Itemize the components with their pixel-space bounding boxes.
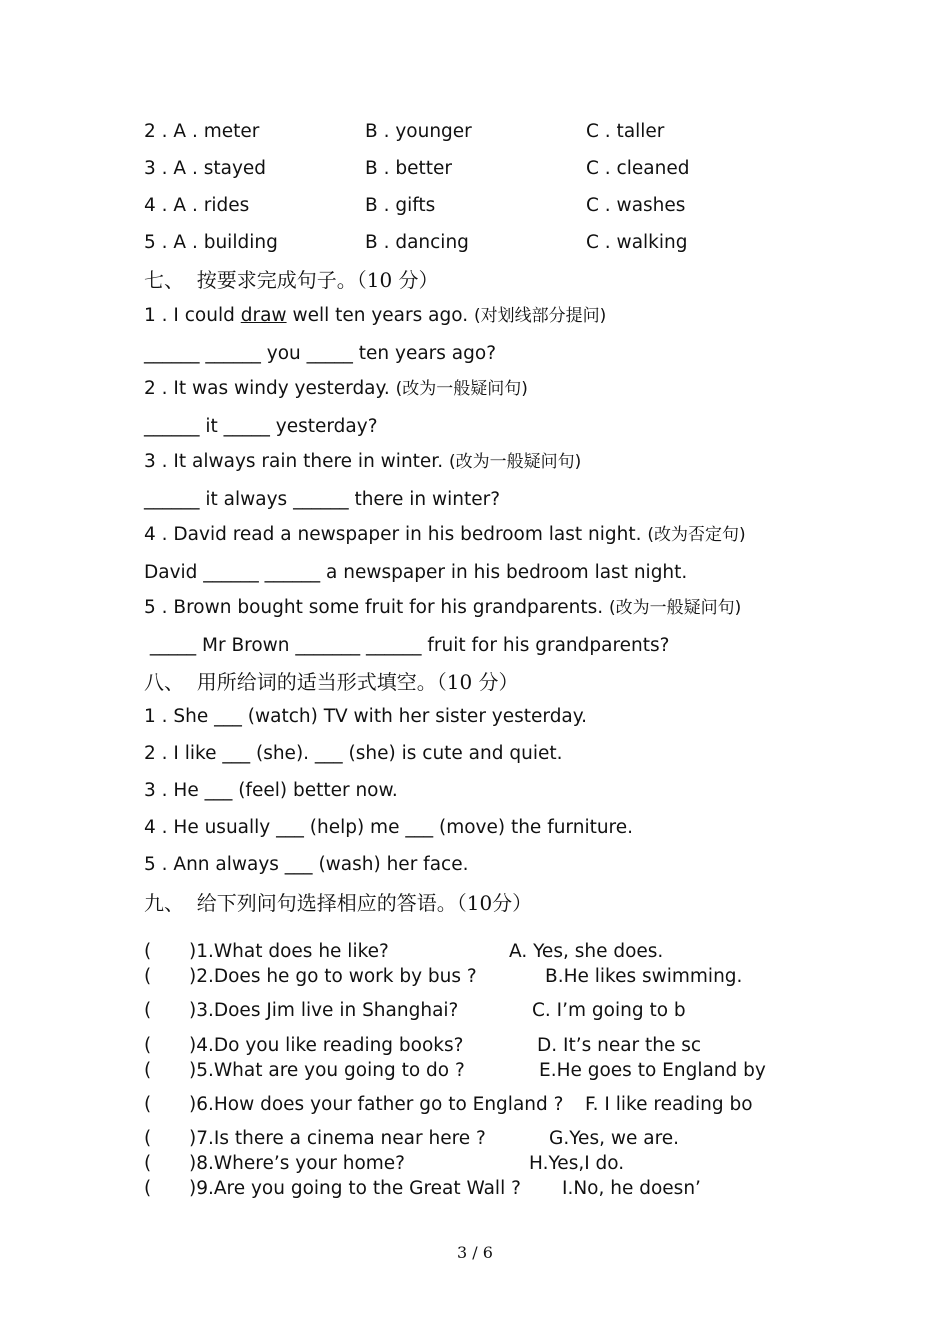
s9-question-9: )9.Are you going to the Great Wall ? xyxy=(189,1178,521,1199)
s9-answer-i: I.No, he doesn’ xyxy=(562,1178,701,1199)
answer-paren-4: ( xyxy=(144,1035,152,1056)
s7-question-4: 4 . David read a newspaper in his bedroom last night. (改为否定句) xyxy=(144,524,746,545)
s7-answer-3: ______ it always ______ there in winter? xyxy=(144,489,501,510)
choice-3a: 3 . A . stayed xyxy=(144,158,267,179)
choice-3b: B . better xyxy=(365,158,452,179)
choice-3c: C . cleaned xyxy=(586,158,690,179)
s7-question-3: 3 . It always rain there in winter. (改为一般疑问句) xyxy=(144,451,582,472)
underlined-word: draw xyxy=(240,305,287,326)
s9-answer-e: E.He goes to England by xyxy=(539,1060,766,1081)
s9-answer-d: D. It’s near the sc xyxy=(537,1035,702,1056)
answer-paren-1: ( xyxy=(144,941,152,962)
s9-question-1: )1.What does he like? xyxy=(189,941,389,962)
s8-item-3: 3 . He ___ (feel) better now. xyxy=(144,780,398,801)
s7-question-5: 5 . Brown bought some fruit for his grandparents. (改为一般疑问句) xyxy=(144,597,742,618)
choice-2b: B . younger xyxy=(365,121,472,142)
s9-question-2: )2.Does he go to work by bus ? xyxy=(189,966,477,987)
answer-paren-5: ( xyxy=(144,1060,152,1081)
s7-answer-5: _____ Mr Brown _______ ______ fruit for his grandparents? xyxy=(144,635,670,656)
choice-2a: 2 . A . meter xyxy=(144,121,260,142)
answer-paren-8: ( xyxy=(144,1153,152,1174)
answer-paren-2: ( xyxy=(144,966,152,987)
s9-question-3: )3.Does Jim live in Shanghai? xyxy=(189,1000,459,1021)
answer-paren-3: ( xyxy=(144,1000,152,1021)
s7-question-1: 1 . I could draw well ten years ago. (对划线部分提问) xyxy=(144,305,607,326)
s9-answer-h: H.Yes,I do. xyxy=(529,1153,625,1174)
s9-question-6: )6.How does your father go to England ? xyxy=(189,1094,564,1115)
s8-item-5: 5 . Ann always ___ (wash) her face. xyxy=(144,854,469,875)
choice-4a: 4 . A . rides xyxy=(144,195,250,216)
s9-question-7: )7.Is there a cinema near here ? xyxy=(189,1128,486,1149)
s9-answer-a: A. Yes, she does. xyxy=(509,941,664,962)
s8-item-4: 4 . He usually ___ (help) me ___ (move) the furniture. xyxy=(144,817,634,838)
choice-5b: B . dancing xyxy=(365,232,469,253)
choice-5c: C . walking xyxy=(586,232,688,253)
section-7-heading: 七、 按要求完成句子。（10 分） xyxy=(144,268,439,292)
section-8-heading: 八、 用所给词的适当形式填空。（10 分） xyxy=(144,670,519,694)
choice-2c: C . taller xyxy=(586,121,665,142)
s9-answer-b: B.He likes swimming. xyxy=(545,966,743,987)
s9-question-8: )8.Where’s your home? xyxy=(189,1153,405,1174)
choice-4b: B . gifts xyxy=(365,195,436,216)
s9-answer-f: F. I like reading bo xyxy=(585,1094,753,1115)
s7-answer-2: ______ it _____ yesterday? xyxy=(144,416,378,437)
choice-4c: C . washes xyxy=(586,195,686,216)
section-9-heading: 九、 给下列问句选择相应的答语。（10分） xyxy=(144,891,533,915)
s7-question-2: 2 . It was windy yesterday. (改为一般疑问句) xyxy=(144,378,528,399)
s7-answer-1: ______ ______ you _____ ten years ago? xyxy=(144,343,497,364)
answer-paren-9: ( xyxy=(144,1178,152,1199)
s8-item-2: 2 . I like ___ (she). ___ (she) is cute and quiet. xyxy=(144,743,563,764)
page-number: 3 / 6 xyxy=(457,1243,493,1262)
choice-5a: 5 . A . building xyxy=(144,232,278,253)
s8-item-1: 1 . She ___ (watch) TV with her sister yesterday. xyxy=(144,706,587,727)
s9-answer-g: G.Yes, we are. xyxy=(549,1128,680,1149)
answer-paren-6: ( xyxy=(144,1094,152,1115)
s9-question-4: )4.Do you like reading books? xyxy=(189,1035,464,1056)
s7-answer-4: David ______ ______ a newspaper in his bedroom last night. xyxy=(144,562,688,583)
s9-question-5: )5.What are you going to do ? xyxy=(189,1060,465,1081)
s9-answer-c: C. I’m going to b xyxy=(532,1000,686,1021)
answer-paren-7: ( xyxy=(144,1128,152,1149)
